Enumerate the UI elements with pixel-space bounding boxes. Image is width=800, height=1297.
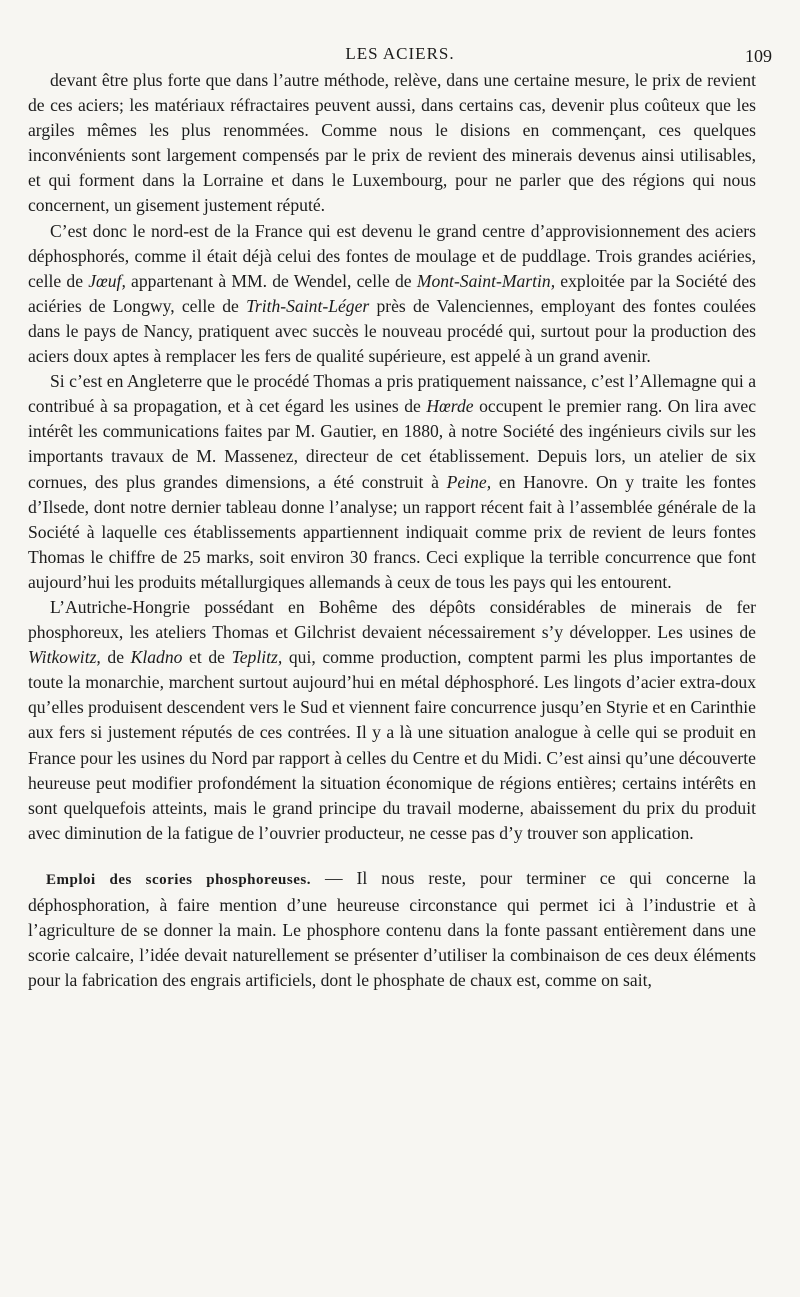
text-run: et de <box>182 647 232 668</box>
text-run: devant être plus forte que dans l’autre méthode, relève, dans une certaine mesure, le prix de revient de ces aciers; les matériaux réfractaires peuvent aussi, dans certains cas, devenir plus coûteux que les argiles mêmes les plus renommées. Comme nous le disions en commençant, ces quelques inconvénients sont largement compensés par le prix de revient des minerais devenus ainsi utilisables, et qui forment dans la Lorraine et dans le Luxembourg, pour ne parler que des régions qui nous concernent, un gisement justement réputé. <box>28 70 756 216</box>
text-run: C’est donc le nord-est de la France qui est devenu le grand centre d’approvisionnement des aciers déphosphorés, comme il était déjà celui des fontes de moulage et de puddlage. Trois grandes aciéries, celle de <box>28 220 756 291</box>
running-head <box>0 40 800 70</box>
paragraph-1 <box>28 68 756 219</box>
italic-text: Kladno <box>130 647 183 668</box>
text-run: appartenant à MM. de Wendel, celle de <box>125 270 417 291</box>
paragraph-2 <box>28 219 756 370</box>
italic-text: Jœuf, <box>88 270 126 291</box>
italic-text: Hœrde <box>426 396 474 417</box>
italic-text: Mont-Saint-Martin, <box>416 270 556 291</box>
text-run: Si c’est en Angleterre que le procédé Thomas a pris pratiquement naissance, c’est l’Allemagne qui a contribué à sa propagation, et à cet égard les usines de <box>28 371 756 417</box>
text-run: L’Autriche-Hongrie possédant en Bohême des dépôts considérables de minerais de fer phosphoreux, les ateliers Thomas et Gilchrist devaient nécessairement s’y développer. Les usines de <box>28 596 756 643</box>
text-run: — Il nous reste, pour terminer ce qui concerne la déphosphoration, à faire mention d’une heureuse circonstance qui permet ici à l’industrie et à l’agriculture de se donner la main. Le phosphore contenu dans la fonte passant entièrement dans une scorie calcaire, l’idée devait naturellement se présenter d’utiliser la combinaison de ces deux éléments pour la fabrication des engrais artificiels, dont le phosphate de chaux est, comme on sait, <box>28 867 756 991</box>
section-title: Emploi des scories phosphoreuses. <box>46 871 311 888</box>
section-paragraph <box>28 866 756 993</box>
italic-text: Witkowitz, <box>28 647 101 668</box>
italic-text: Peine, <box>446 471 492 492</box>
italic-text: Trith-Saint-Léger <box>246 295 370 316</box>
paragraph-4 <box>28 595 756 846</box>
body-text <box>28 68 756 993</box>
italic-text: Teplitz, <box>231 647 283 668</box>
paragraph-3 <box>28 369 756 595</box>
text-run: près de Valenciennes, employant des fontes coulées dans le pays de Nancy, pratiquent avec succès le nouveau procédé qui, surtout pour la production des aciers doux aptes à remplacer les fers de qualité supérieure, est appelé à un grand avenir. <box>28 295 756 367</box>
text-run: exploitée par la Société des aciéries de Longwy, celle de <box>28 270 756 316</box>
text-run: qui, comme production, comptent parmi les plus importantes de toute la monarchie, marchent surtout aujourd’hui en métal déphosphoré. Les lingots d’acier extra-doux qu’elles produisent descendent vers le Sud et viennent faire concurrence jusqu’en Styrie et en Carinthie aux fers si justement réputés de ces contrées. Il y a là une situation analogue à celle qui se produit en France pour les usines du Nord par rapport à celles du Centre et du Midi. C’est ainsi qu’une découverte heureuse peut modifier profondément la situation économique de régions entières; certains intérêts en sont quelquefois atteints, mais le grand principe du travail moderne, abaissement du prix du produit avec diminution de la fatigue de l’ouvrier producteur, ne cesse pas d’y trouver son application. <box>28 647 756 843</box>
running-title: LES ACIERS. <box>345 44 455 63</box>
text-run: en Hanovre. On y traite les fontes d’Ilsede, dont notre dernier tableau donne l’analyse; un rapport récent fait à l’assemblée générale de la Société à laquelle ces établissements appartiennent indiquait comme prix de revient de leurs fontes Thomas le chiffre de 25 marks, soit environ 30 francs. Ceci explique la terrible concurrence que font aujourd’hui les produits métallurgiques allemands à ceux de tous les pays qui les entourent. <box>28 471 756 592</box>
text-run: de <box>100 647 131 668</box>
text-run: occupent le premier rang. On lira avec intérêt les communications faites par M. Gautier, en 1880, à notre Société des ingénieurs civils sur les importants travaux de M. Massenez, directeur de cet établissement. Depuis lors, un atelier de six cornues, des plus grandes dimensions, a été construit à <box>28 396 757 492</box>
page-number: 109 <box>745 46 772 66</box>
